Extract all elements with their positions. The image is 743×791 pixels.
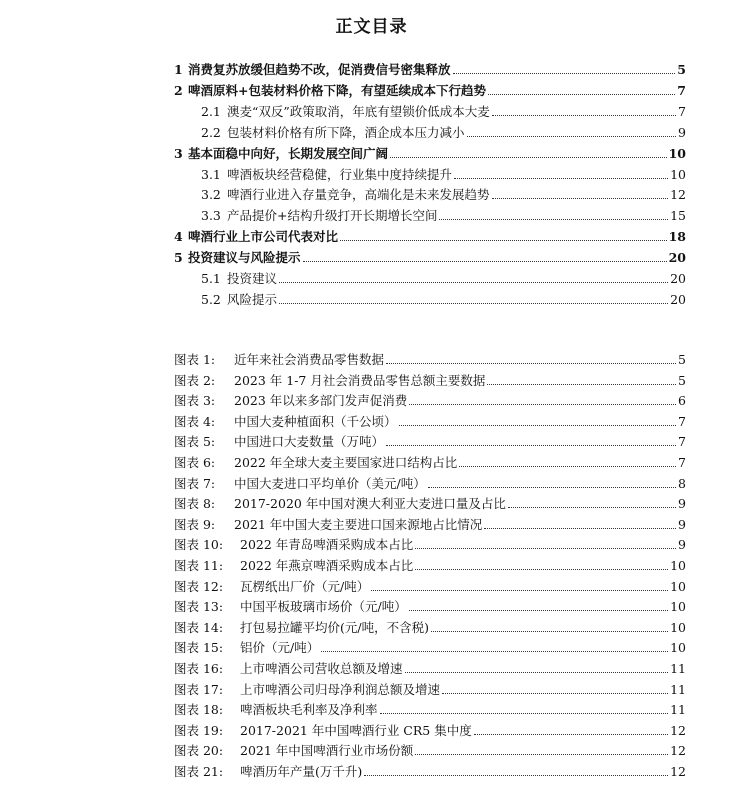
figure-title: 瓦楞纸出厂价（元/吨）	[240, 578, 370, 594]
toc-entry-title: 澳麦“双反”政策取消，年底有望锁价低成本大麦	[227, 103, 490, 119]
toc-section-entry[interactable]	[174, 81, 686, 101]
figure-list-entry[interactable]	[174, 535, 686, 555]
figure-list-entry[interactable]	[174, 350, 686, 370]
toc-subsection-entry[interactable]	[201, 185, 686, 205]
figure-title: 2023 年 1-7 月社会消费品零售总额主要数据	[234, 372, 486, 388]
figure-title: 啤酒板块毛利率及净利率	[240, 702, 378, 718]
figure-number: 图表 13:	[174, 599, 224, 615]
figure-number: 图表 2:	[174, 372, 216, 388]
figure-list-entry[interactable]	[174, 412, 686, 432]
toc-entry-page: 20	[668, 250, 686, 266]
toc-entry-number: 3.1	[201, 166, 221, 182]
toc-entry-number: 3.2	[201, 187, 221, 203]
figure-title: 打包易拉罐平均价(元/吨，不含税)	[240, 619, 429, 635]
dot-leader	[279, 303, 668, 304]
figure-page: 9	[678, 537, 686, 553]
figure-page: 6	[678, 393, 686, 409]
figure-list-entry[interactable]	[174, 432, 686, 452]
figure-number: 图表 10:	[174, 537, 224, 553]
dot-leader	[487, 384, 676, 385]
figure-list-entry[interactable]	[174, 638, 686, 658]
figure-list-entry[interactable]	[174, 618, 686, 638]
figure-list-entry[interactable]	[174, 700, 686, 720]
figure-page: 11	[670, 702, 686, 718]
figure-title: 2017-2020 年中国对澳大利亚大麦进口量及占比	[234, 496, 506, 512]
toc-entry-number: 2.1	[201, 103, 221, 119]
figure-list-entry[interactable]	[174, 556, 686, 576]
dot-leader	[405, 672, 669, 673]
figure-title: 2022 年燕京啤酒采购成本占比	[240, 558, 414, 573]
figure-page: 8	[678, 475, 686, 491]
figure-number: 图表 16:	[174, 661, 224, 676]
toc-subsection-entry[interactable]	[201, 269, 686, 289]
figure-list-entry[interactable]	[174, 577, 686, 597]
dot-leader	[454, 178, 668, 179]
figure-page: 10	[670, 599, 686, 615]
toc-entry-number: 3.3	[201, 208, 221, 224]
toc-subsection-entry[interactable]	[201, 206, 686, 226]
figure-page: 7	[678, 434, 686, 450]
toc-entry-page: 5	[677, 62, 686, 77]
figure-title: 2021 年中国啤酒行业市场份额	[240, 743, 414, 759]
dot-leader	[508, 507, 676, 508]
figure-title: 铝价（元/吨）	[240, 640, 320, 656]
figure-number: 图表 5:	[174, 434, 216, 450]
toc-section-entry[interactable]	[174, 248, 686, 268]
toc-entry-page: 20	[670, 271, 686, 286]
dot-leader	[415, 569, 668, 570]
figure-title: 啤酒历年产量(万千升)	[240, 764, 363, 779]
toc-subsection-entry[interactable]	[201, 123, 686, 143]
dot-leader	[386, 363, 676, 364]
figure-title: 中国平板玻璃市场价（元/吨）	[240, 599, 407, 615]
toc-entry-title: 基本面稳中向好，长期发展空间广阔	[188, 145, 389, 161]
figure-title: 中国大麦种植面积（千公顷）	[234, 413, 397, 429]
toc-entry-page: 12	[670, 187, 686, 203]
toc-section-entry[interactable]	[174, 144, 686, 164]
figure-title: 中国大麦进口平均单价（美元/吨）	[234, 475, 426, 491]
toc-entry-number: 2.2	[201, 124, 221, 140]
toc-entry-page: 10	[668, 145, 686, 161]
dot-leader	[439, 219, 668, 220]
dot-leader	[371, 590, 668, 591]
toc-section-entry[interactable]	[174, 60, 686, 80]
toc-entry-title: 风险提示	[227, 291, 278, 307]
dot-leader	[386, 445, 676, 446]
figure-number: 图表 14:	[174, 619, 224, 635]
dot-leader	[415, 548, 676, 549]
figure-page: 11	[670, 661, 686, 676]
toc-entry-number: 5	[174, 250, 183, 266]
figure-page: 7	[678, 413, 686, 429]
figure-title: 2022 年青岛啤酒采购成本占比	[240, 537, 414, 553]
figure-title: 上市啤酒公司归母净利润总额及增速	[240, 681, 441, 697]
dot-leader	[279, 282, 668, 283]
figure-list-entry[interactable]	[174, 391, 686, 411]
toc-entry-title: 啤酒原料+包装材料价格下降，有望延续成本下行趋势	[188, 82, 486, 98]
dot-leader	[492, 198, 669, 199]
figure-page: 10	[670, 558, 686, 573]
figure-list-entry[interactable]	[174, 597, 686, 617]
dot-leader	[428, 487, 676, 488]
figure-page: 9	[678, 516, 686, 532]
dot-leader	[390, 157, 667, 158]
toc-entry-page: 7	[677, 82, 686, 98]
dot-leader	[399, 425, 677, 426]
figure-number: 图表 20:	[174, 743, 224, 759]
figure-page: 10	[670, 619, 686, 635]
figure-number: 图表 4:	[174, 413, 216, 429]
toc-entry-page: 15	[670, 208, 686, 224]
figure-number: 图表 7:	[174, 475, 216, 491]
toc-entry-page: 10	[670, 166, 686, 182]
figure-number: 图表 21:	[174, 764, 224, 779]
figure-title: 2017-2021 年中国啤酒行业 CR5 集中度	[240, 722, 472, 738]
dot-leader	[459, 466, 676, 467]
figure-number: 图表 8:	[174, 496, 216, 512]
figure-number: 图表 19:	[174, 722, 224, 738]
toc-entry-title: 消费复苏放缓但趋势不改，促消费信号密集释放	[188, 62, 451, 77]
figure-list-entry[interactable]	[174, 741, 686, 761]
toc-subsection-entry[interactable]	[201, 102, 686, 122]
figure-page: 9	[678, 496, 686, 512]
dot-leader	[321, 651, 668, 652]
figure-page: 10	[670, 578, 686, 594]
dot-leader	[303, 261, 667, 262]
figure-title: 上市啤酒公司营收总额及增速	[240, 661, 403, 676]
figure-number: 图表 17:	[174, 681, 224, 697]
figure-list-entry[interactable]	[174, 721, 686, 741]
toc-entry-page: 20	[670, 291, 686, 307]
figure-title: 近年来社会消费品零售数据	[234, 352, 385, 367]
toc-entry-number: 5.1	[201, 271, 221, 286]
toc-entry-title: 产品提价+结构升级打开长期增长空间	[227, 208, 438, 224]
figure-page: 12	[670, 743, 686, 759]
figure-number: 图表 15:	[174, 640, 224, 656]
figure-number: 图表 11:	[174, 558, 224, 573]
toc-entry-number: 1	[174, 62, 183, 77]
figure-number: 图表 1:	[174, 352, 216, 367]
figure-number: 图表 6:	[174, 455, 216, 470]
figure-page: 5	[678, 372, 686, 388]
dot-leader	[415, 754, 668, 755]
figure-list-entry[interactable]	[174, 515, 686, 535]
figure-number: 图表 18:	[174, 702, 224, 718]
dot-leader	[340, 240, 667, 241]
toc-section-entry[interactable]	[174, 227, 686, 247]
toc-entry-page: 9	[678, 124, 686, 140]
toc-entry-title: 包装材料价格有所下降，酒企成本压力减小	[227, 124, 465, 140]
toc-subsection-entry[interactable]	[201, 290, 686, 310]
figure-page: 5	[678, 352, 686, 367]
toc-entry-title: 啤酒行业进入存量竞争，高端化是未来发展趋势	[227, 187, 490, 203]
dot-leader	[488, 94, 675, 95]
figure-title: 2023 年以来多部门发声促消费	[234, 393, 408, 409]
page-title: 正文目录	[335, 17, 408, 37]
figure-list-entry[interactable]	[174, 474, 686, 494]
figure-list-entry[interactable]	[174, 494, 686, 514]
toc-entry-page: 7	[678, 103, 686, 119]
toc-entry-title: 投资建议	[227, 271, 278, 286]
figure-page: 12	[670, 722, 686, 738]
figure-page: 7	[678, 455, 686, 470]
dot-leader	[409, 404, 676, 405]
toc-entry-number: 4	[174, 229, 183, 245]
dot-leader	[442, 693, 668, 694]
figure-list-entry[interactable]	[174, 453, 686, 473]
toc-entry-title: 投资建议与风险提示	[188, 250, 301, 266]
toc-entry-number: 2	[174, 82, 183, 98]
dot-leader	[409, 610, 668, 611]
figure-title: 2021 年中国大麦主要进口国来源地占比情况	[234, 516, 483, 532]
toc-entry-page: 18	[668, 229, 686, 245]
dot-leader	[492, 115, 676, 116]
figure-page: 11	[670, 681, 686, 697]
toc-entry-title: 啤酒板块经营稳健，行业集中度持续提升	[227, 166, 453, 182]
dot-leader	[380, 713, 669, 714]
dot-leader	[453, 73, 676, 74]
toc-entry-number: 3	[174, 145, 183, 161]
toc-entry-number: 5.2	[201, 291, 221, 307]
toc-subsection-entry[interactable]	[201, 165, 686, 185]
figure-page: 10	[670, 640, 686, 656]
figure-title: 2022 年全球大麦主要国家进口结构占比	[234, 455, 458, 470]
dot-leader	[484, 528, 676, 529]
figure-number: 图表 9:	[174, 516, 216, 532]
figure-number: 图表 12:	[174, 578, 224, 594]
dot-leader	[364, 775, 668, 776]
figure-list-entry[interactable]	[174, 659, 686, 679]
dot-leader	[467, 136, 677, 137]
figure-page: 12	[670, 764, 686, 779]
figure-list-entry[interactable]	[174, 680, 686, 700]
figure-number: 图表 3:	[174, 393, 216, 409]
dot-leader	[474, 734, 668, 735]
dot-leader	[431, 631, 668, 632]
figure-list-entry[interactable]	[174, 762, 686, 782]
toc-entry-title: 啤酒行业上市公司代表对比	[188, 229, 339, 245]
figure-list-entry[interactable]	[174, 371, 686, 391]
figure-title: 中国进口大麦数量（万吨）	[234, 434, 385, 450]
